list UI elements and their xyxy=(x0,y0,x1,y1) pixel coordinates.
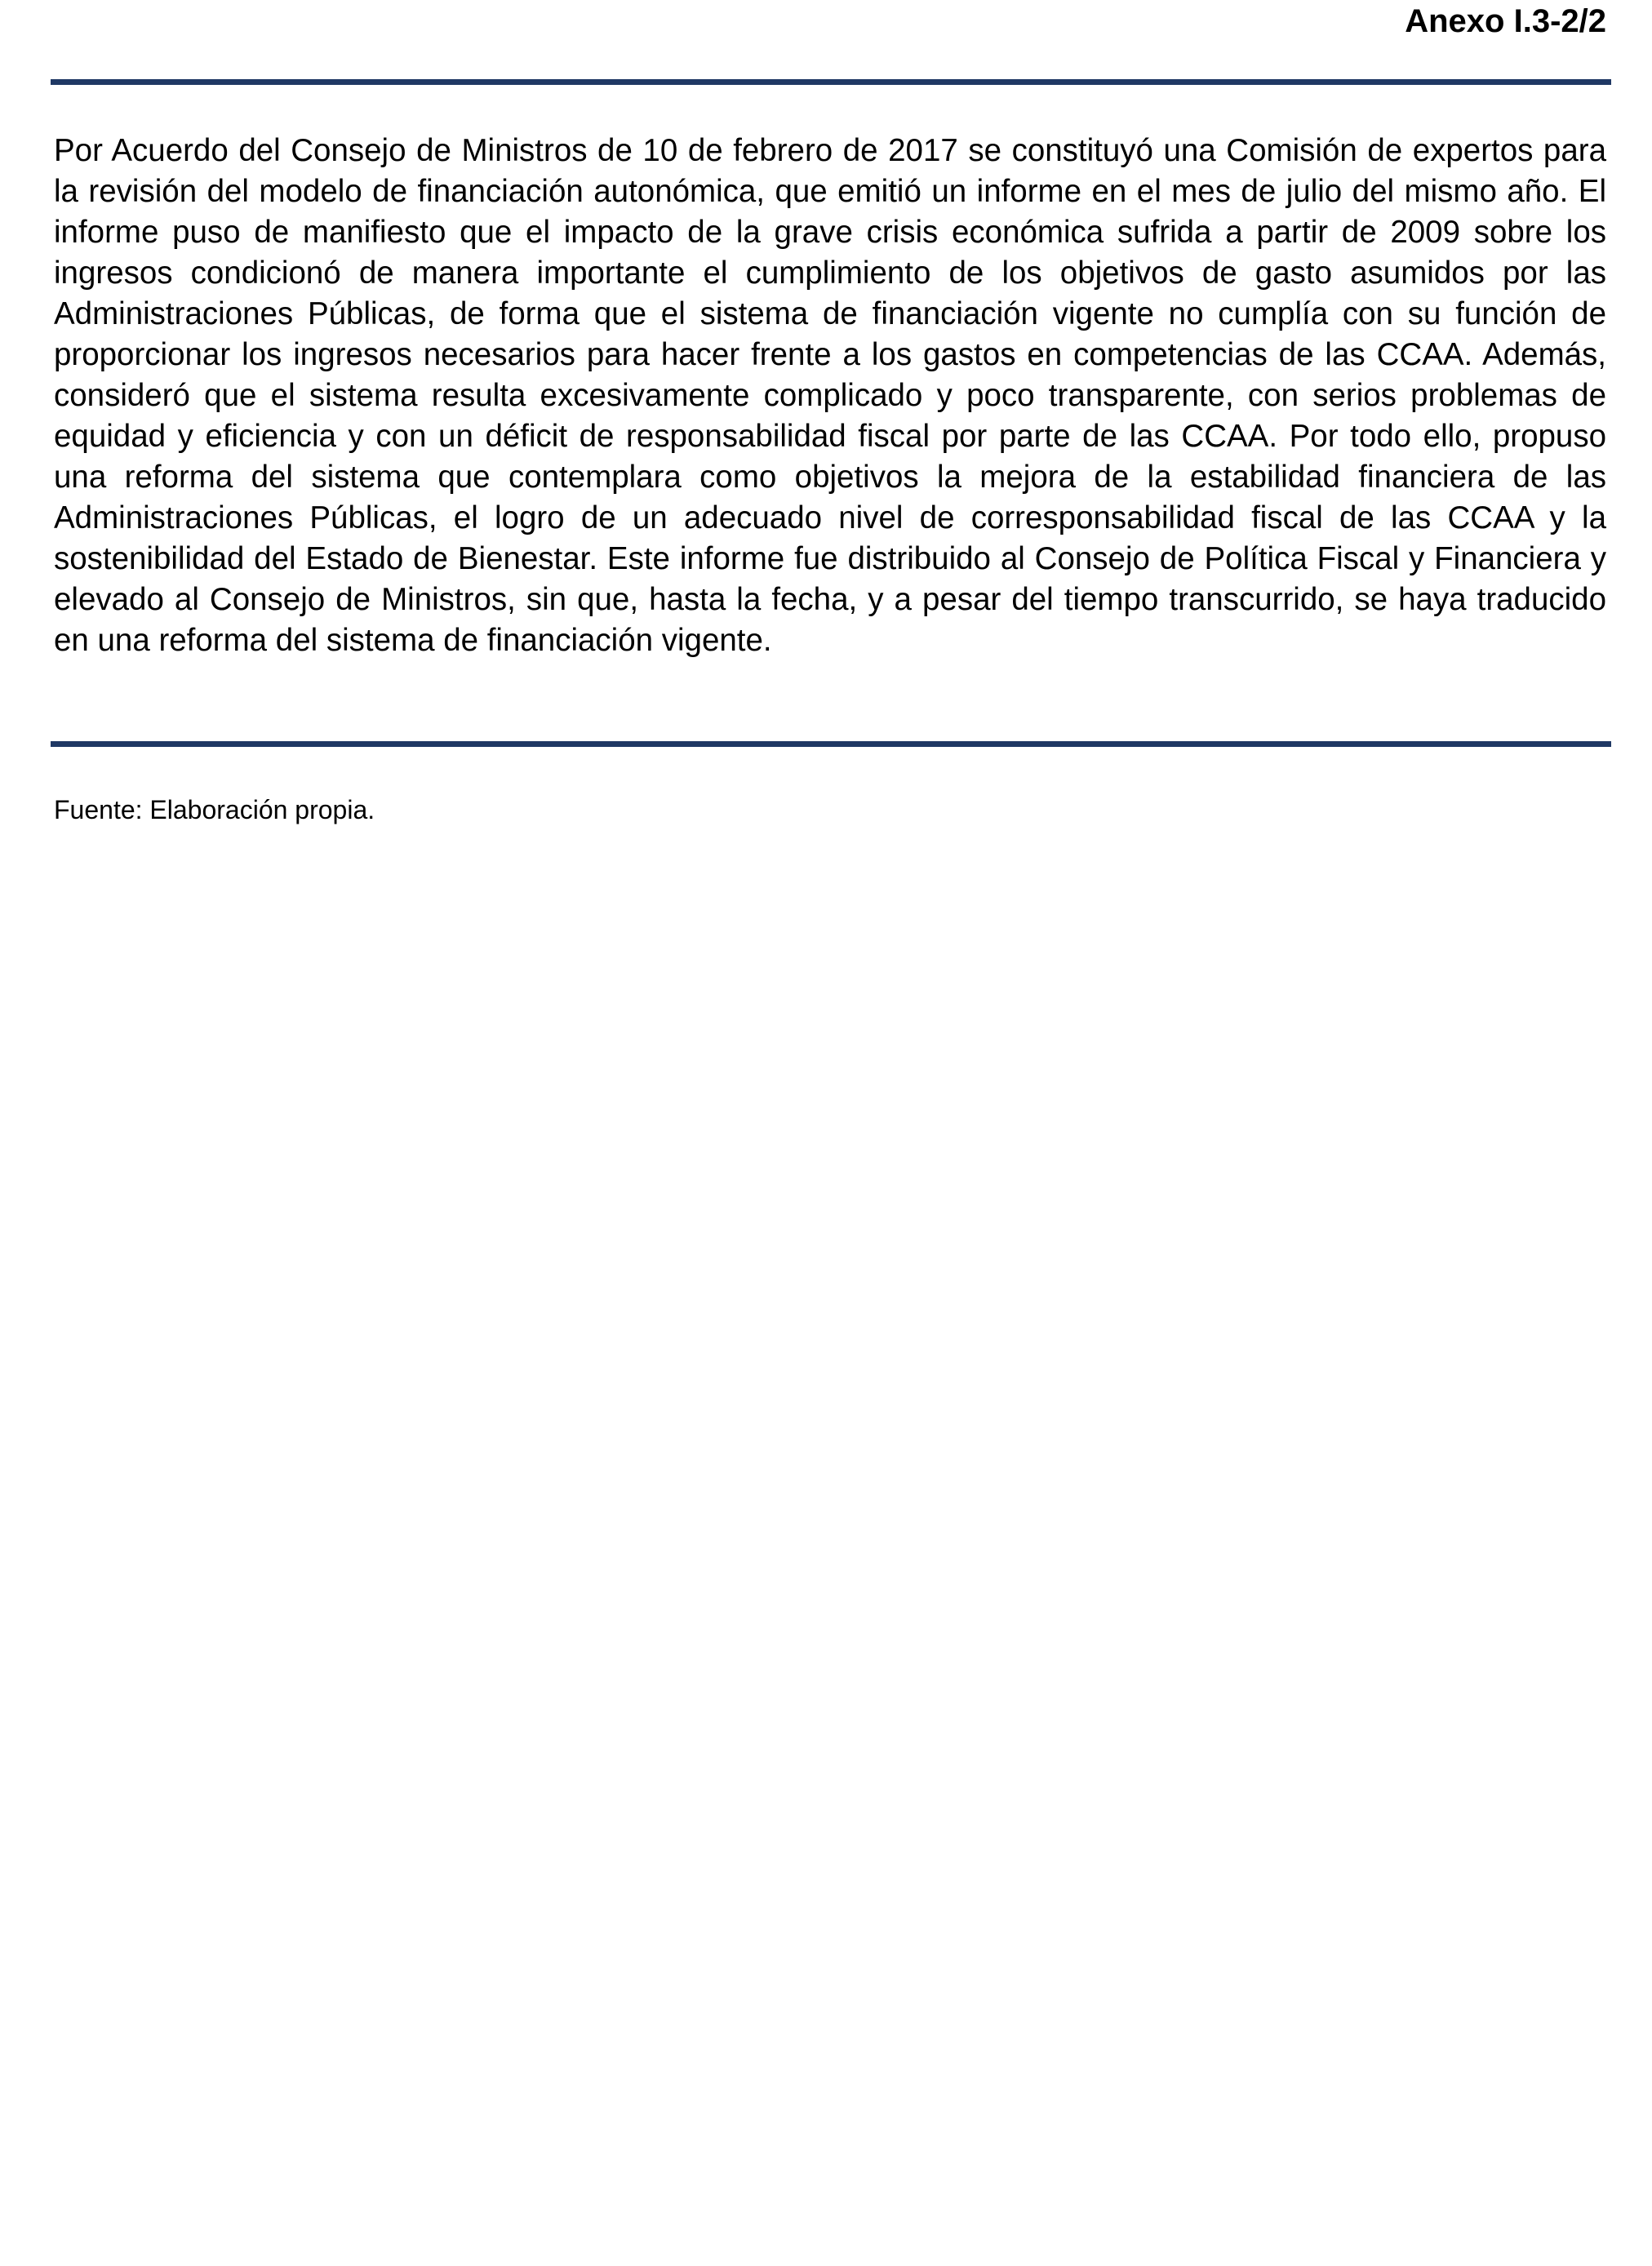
annex-title: Anexo I.3-2/2 xyxy=(1405,3,1606,39)
top-divider xyxy=(51,79,1611,85)
bottom-divider xyxy=(51,741,1611,747)
source-note: Fuente: Elaboración propia. xyxy=(54,795,375,824)
body-paragraph: Por Acuerdo del Consejo de Ministros de 10 de febrero de 2017 se constituyó una Comisión de expertos para la revisión del modelo de financiación autonómica, que emitió un informe en el mes de julio del mismo año. El informe puso de manifiesto que el impacto de la grave crisis económica sufrida a partir de 2009 sobre los ingresos condicionó de manera importante el cumplimiento de los objetivos de gasto asumidos por las Administraciones Públicas, de forma que el sistema de financiación vigente no cumplía con su función de proporcionar los ingresos necesarios para hacer frente a los gastos en competencias de las CCAA. Además, consideró que el sistema resulta excesivamente complicado y poco transparente, con serios problemas de equidad y eficiencia y con un déficit de responsabilidad fiscal por parte de las CCAA. Por todo ello, propuso una reforma del sistema que contemplara como objetivos la mejora de la estabilidad financiera de las Administraciones Públicas, el logro de un adecuado nivel de corresponsabilidad fiscal de las CCAA y la sostenibilidad del Estado de Bienestar. Este informe fue distribuido al Consejo de Política Fiscal y Financiera y elevado al Consejo de Ministros, sin que, hasta la fecha, y a pesar del tiempo transcurrido, se haya traducido en una reforma del sistema de financiación vigente. xyxy=(54,133,1606,658)
